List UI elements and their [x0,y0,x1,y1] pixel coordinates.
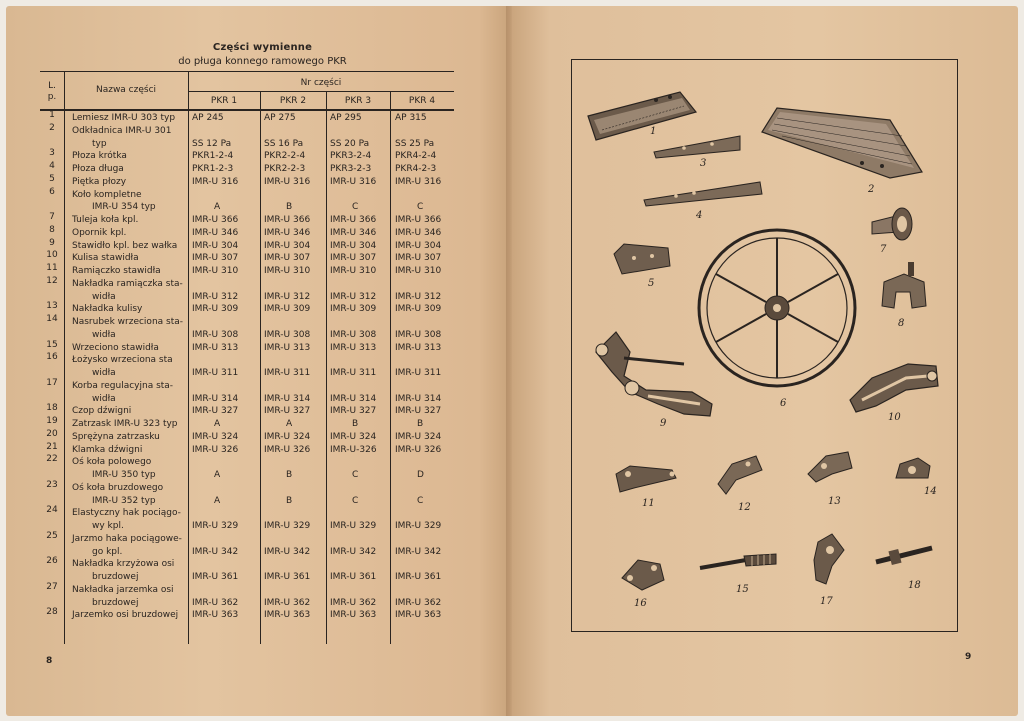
table-rule [390,91,391,644]
page-fold [506,6,512,716]
row-lp: 4 [49,161,55,171]
row-value-pkr2: IMR-U 329 [264,521,311,531]
part-14-bearing-icon [896,458,937,497]
row-name: Nakładka kulisy [72,304,143,315]
table-rule [64,71,65,644]
row-value-pkr4: IMR-U 304 [395,240,442,251]
row-value-pkr1: A [214,419,221,429]
part-6-wheel-icon [699,230,855,409]
row-lp: 8 [49,224,55,235]
table-rule [40,109,454,111]
row-value-pkr3: IMR-U 346 [330,227,377,238]
row-value-pkr4: IMR-U 327 [395,406,442,417]
row-value-pkr4: IMR-U 346 [395,227,442,238]
row-value-pkr3: IMR-U 366 [330,215,377,225]
illustration-frame [571,59,958,632]
part-4-long-landside-icon [644,182,762,221]
part-5-heel-icon [614,244,670,289]
row-value-pkr3: IMR-U 310 [330,266,377,276]
row-value-pkr1: IMR-U 329 [192,521,239,531]
header-nr: Nr części [300,78,342,88]
row-lp: 12 [46,275,58,286]
row-value-pkr1: A [214,495,221,506]
row-value-pkr4: IMR-U 310 [395,266,442,276]
row-value-pkr3: IMR-U 309 [330,304,377,315]
row-name-continued: widła [92,393,116,404]
row-value-pkr2: IMR-U 346 [264,227,311,238]
page-number-right: 9 [965,652,972,662]
row-value-pkr3: C [352,495,359,506]
row-value-pkr1: IMR-U 342 [192,546,239,557]
part-16-bearing-icon [622,560,664,609]
part-3-short-landside-icon [654,136,740,169]
row-value-pkr4: B [417,419,424,429]
row-lp: 14 [46,314,58,324]
label-5: 5 [648,278,655,289]
row-value-pkr1: IMR-U 326 [192,444,239,455]
row-value-pkr1: IMR-U 307 [192,253,239,264]
label-9: 9 [660,418,667,429]
row-value-pkr2: B [286,470,293,480]
row-value-pkr2: AP 275 [264,113,296,123]
row-value-pkr1: IMR-U 346 [192,227,239,238]
label-18: 18 [908,580,921,591]
part-15-spindle-icon [700,554,776,595]
row-value-pkr3: IMR-U 312 [330,291,377,302]
row-lp: 24 [46,505,58,516]
row-name: Odkładnica IMR-U 301 [72,125,172,136]
row-value-pkr2: SS 16 Pa [264,138,304,149]
part-11-arm-icon [616,466,676,509]
part-1-share-icon [588,92,696,140]
part-13-nut-icon [808,452,852,507]
row-value-pkr1: IMR-U 308 [192,329,239,340]
row-name: Zatrzask IMR-U 323 typ [72,419,178,429]
row-name: Kulisa stawidła [72,253,139,264]
row-value-pkr4: IMR-U 308 [395,329,442,340]
row-name: Łożysko wrzeciona sta [72,355,173,366]
row-value-pkr3: C [352,202,359,213]
row-lp: 22 [46,454,58,465]
row-value-pkr3: IMR-U 308 [330,329,377,340]
row-name: Czop dźwigni [72,406,132,417]
row-value-pkr2: IMR-U 308 [264,329,311,340]
row-value-pkr1: A [214,202,221,213]
row-name-continued: typ [92,138,107,149]
row-value-pkr4: IMR-U 361 [395,572,442,582]
table-subtitle: do pługa konnego ramowego PKR [178,56,347,67]
row-lp: 9 [49,237,55,248]
table-rule [40,71,454,72]
row-value-pkr2: A [286,419,293,429]
row-value-pkr4: C [417,495,424,506]
row-name: Elastyczny hak pociągo- [72,508,181,519]
row-lp: 7 [49,212,55,222]
label-8: 8 [898,318,905,329]
row-value-pkr1: IMR-U 314 [192,393,239,404]
row-value-pkr3: IMR-U 316 [330,176,377,187]
row-value-pkr2: IMR-U 311 [264,368,311,378]
label-4: 4 [696,210,703,221]
row-value-pkr4: AP 315 [395,113,427,123]
row-value-pkr4: SS 25 Pa [395,138,435,149]
row-value-pkr4: IMR-U 311 [395,368,442,378]
row-value-pkr2: IMR-U 304 [264,240,311,251]
header-pkr1: PKR 1 [210,96,238,106]
row-value-pkr4: PKR4-2-3 [395,164,437,174]
row-value-pkr4: IMR-U 312 [395,291,442,302]
row-lp: 1 [49,110,55,120]
row-name: Nasrubek wrzeciona sta- [72,317,184,327]
row-lp: 3 [49,148,55,159]
row-value-pkr4: IMR-U 307 [395,253,442,264]
row-lp: 10 [46,250,58,261]
row-value-pkr1: IMR-U 327 [192,406,239,417]
row-value-pkr4: IMR-U 324 [395,431,442,442]
row-name: Lemiesz IMR-U 303 typ [72,113,176,123]
row-value-pkr2: PKR2-2-3 [264,164,306,174]
row-value-pkr4: PKR4-2-4 [395,151,437,162]
row-value-pkr3: IMR-U 311 [330,368,377,378]
label-7: 7 [880,244,887,255]
label-16: 16 [634,598,647,609]
header-nazwa: Nazwa części [95,85,157,95]
label-15: 15 [736,584,749,595]
row-lp: 21 [46,441,58,452]
row-lp: 15 [46,339,58,350]
row-value-pkr2: IMR-U 307 [264,253,311,264]
row-lp: 16 [46,352,58,363]
row-value-pkr3: IMR-U 314 [330,393,377,404]
row-value-pkr1: IMR-U 304 [192,240,239,251]
row-name: Nakładka krzyżowa osi [72,559,175,570]
row-value-pkr1: IMR-U 316 [192,176,239,187]
row-value-pkr1: IMR-U 310 [192,266,239,276]
row-lp: 25 [46,530,58,541]
row-lp: 18 [46,403,58,414]
label-6: 6 [780,398,787,409]
table-rule [326,91,327,644]
parts-table [40,71,454,644]
row-name: Oś koła bruzdowego [72,482,164,493]
table-rule [188,91,454,92]
row-name-continued: IMR-U 350 typ [92,470,156,480]
row-name: Oś koła polowego [72,457,152,468]
row-name-continued: go kpl. [92,546,123,557]
row-value-pkr2: B [286,495,293,506]
row-value-pkr1: IMR-U 363 [192,610,239,621]
header-lp [40,81,64,103]
label-13: 13 [828,496,841,507]
row-value-pkr1: A [214,470,221,480]
row-value-pkr4: IMR-U 366 [395,215,442,225]
row-value-pkr3: IMR-U 304 [330,240,377,251]
row-name-continued: IMR-U 354 typ [92,202,156,213]
row-value-pkr2: IMR-U 342 [264,546,311,557]
header-pkr2: PKR 2 [279,96,307,106]
row-lp: 19 [46,416,58,426]
row-value-pkr1: IMR-U 309 [192,304,239,315]
row-value-pkr4: IMR-U 329 [395,521,442,531]
row-name: Koło kompletne [72,189,142,200]
part-9-lever-assembly-icon [596,332,712,429]
row-value-pkr3: IMR-U 313 [330,342,377,353]
row-lp: 5 [49,173,55,184]
table-title: Części wymienne [212,42,313,53]
row-value-pkr4: IMR-U 316 [395,176,442,187]
label-11: 11 [642,498,655,509]
row-value-pkr2: IMR-U 366 [264,215,311,225]
table-rule [260,91,261,644]
row-value-pkr4: IMR-U 309 [395,304,442,315]
row-lp: 20 [46,428,58,439]
header-lp-line2: p. [47,92,57,102]
label-2: 2 [868,184,875,195]
row-lp: 17 [46,377,58,388]
row-lp: 11 [46,263,58,273]
row-value-pkr4: IMR-U 313 [395,342,442,353]
row-value-pkr3: B [352,419,359,429]
row-value-pkr1: IMR-U 362 [192,597,239,608]
row-value-pkr3: PKR3-2-3 [330,164,372,174]
row-value-pkr1: IMR-U 366 [192,215,239,225]
row-value-pkr1: IMR-U 311 [192,368,239,378]
row-value-pkr3: C [352,470,359,480]
row-lp: 2 [49,122,55,133]
row-value-pkr3: IMR-U 329 [330,521,377,531]
row-value-pkr4: IMR-U 326 [395,444,442,455]
row-value-pkr2: PKR2-2-4 [264,151,306,162]
row-name-continued: widła [92,291,116,302]
row-value-pkr1: IMR-U 312 [192,291,239,302]
row-value-pkr4: IMR-U 342 [395,546,442,557]
part-7-bushing-icon [872,208,912,255]
row-value-pkr2: IMR-U 316 [264,176,311,187]
row-value-pkr2: IMR-U 362 [264,597,311,608]
row-name: Nakładka jarzemka osi [72,584,174,595]
row-value-pkr3: IMR-U 327 [330,406,377,417]
row-name: Wrzeciono stawidła [72,342,159,353]
row-value-pkr2: IMR-U 363 [264,610,311,621]
row-value-pkr2: IMR-U 309 [264,304,311,315]
row-name-continued: widła [92,368,116,378]
row-name-continued: IMR-U 352 typ [92,495,156,506]
row-name: Płoza krótka [72,151,127,162]
row-value-pkr2: IMR-U 324 [264,431,311,442]
row-value-pkr1: IMR-U 361 [192,572,239,582]
row-name: Sprężyna zatrzasku [72,431,160,442]
row-name: Opornik kpl. [72,227,127,238]
row-value-pkr3: IMR-U 363 [330,610,377,621]
label-12: 12 [738,502,751,513]
label-10: 10 [888,412,901,423]
row-value-pkr4: IMR-U 363 [395,610,442,621]
row-lp: 6 [49,186,55,197]
label-1: 1 [650,126,657,137]
part-17-hook-icon [814,534,844,607]
row-value-pkr3: IMR-U 307 [330,253,377,264]
row-value-pkr2: IMR-U 361 [264,572,311,582]
row-value-pkr2: IMR-U 314 [264,393,311,404]
page-number-left: 8 [46,656,53,666]
row-value-pkr3: PKR3-2-4 [330,151,372,162]
row-value-pkr3: IMR-U 362 [330,597,377,608]
row-value-pkr4: IMR-U 314 [395,393,442,404]
row-name: Jarzmo haka pociągowe- [72,533,182,544]
part-18-pin-icon [876,548,932,591]
row-name-continued: bruzdowej [92,597,139,608]
row-lp: 26 [46,556,58,567]
row-lp: 23 [46,479,58,490]
row-value-pkr1: AP 245 [192,113,224,123]
row-name: Ramiączko stawidła [72,266,161,276]
row-value-pkr4: D [417,470,424,480]
row-name: Korba regulacyjna sta- [72,380,174,391]
row-name-continued: bruzdowej [92,572,139,582]
row-name: Tuleja koła kpl. [72,215,139,225]
part-2-mouldboard-icon [762,108,922,195]
row-value-pkr2: IMR-U 326 [264,444,311,455]
row-value-pkr4: C [417,202,424,213]
row-value-pkr3: IMR-U-326 [330,444,377,455]
row-name: Jarzemko osi bruzdowej [72,610,179,621]
row-name-continued: widła [92,329,116,340]
row-name: Klamka dźwigni [72,444,143,455]
header-pkr3: PKR 3 [344,96,372,106]
row-value-pkr2: IMR-U 327 [264,406,311,417]
row-value-pkr2: IMR-U 312 [264,291,311,302]
row-name: Piętka płozy [72,176,127,187]
row-name: Nakładka ramiączka sta- [72,278,183,289]
header-pkr4: PKR 4 [408,96,436,106]
row-value-pkr3: IMR-U 361 [330,572,377,582]
row-value-pkr4: IMR-U 362 [395,597,442,608]
table-rule [188,71,189,644]
part-12-plate-icon [718,456,762,513]
part-10-quadrant-icon [850,364,938,423]
row-value-pkr1: PKR1-2-3 [192,164,234,174]
row-value-pkr2: B [286,202,293,213]
row-lp: 28 [46,607,58,618]
row-value-pkr2: IMR-U 313 [264,342,311,353]
row-value-pkr1: IMR-U 324 [192,431,239,442]
header-lp-line1: L. [48,81,56,91]
row-name: Płoza długa [72,164,124,174]
label-17: 17 [820,596,833,607]
part-8-stop-icon [882,262,926,329]
label-3: 3 [700,158,707,169]
row-value-pkr1: SS 12 Pa [192,138,232,149]
label-14: 14 [924,486,937,497]
row-value-pkr3: AP 295 [330,113,362,123]
row-lp: 27 [46,581,58,592]
row-value-pkr1: IMR-U 313 [192,342,239,353]
row-name: Stawidło kpl. bez wałka [72,240,178,251]
row-value-pkr1: PKR1-2-4 [192,151,234,162]
row-value-pkr3: IMR-U 342 [330,546,377,557]
row-value-pkr3: SS 20 Pa [330,138,370,149]
row-value-pkr2: IMR-U 310 [264,266,311,276]
row-value-pkr3: IMR-U 324 [330,431,377,442]
parts-illustration [572,60,959,633]
row-lp: 13 [46,301,58,312]
row-name-continued: wy kpl. [92,521,124,531]
